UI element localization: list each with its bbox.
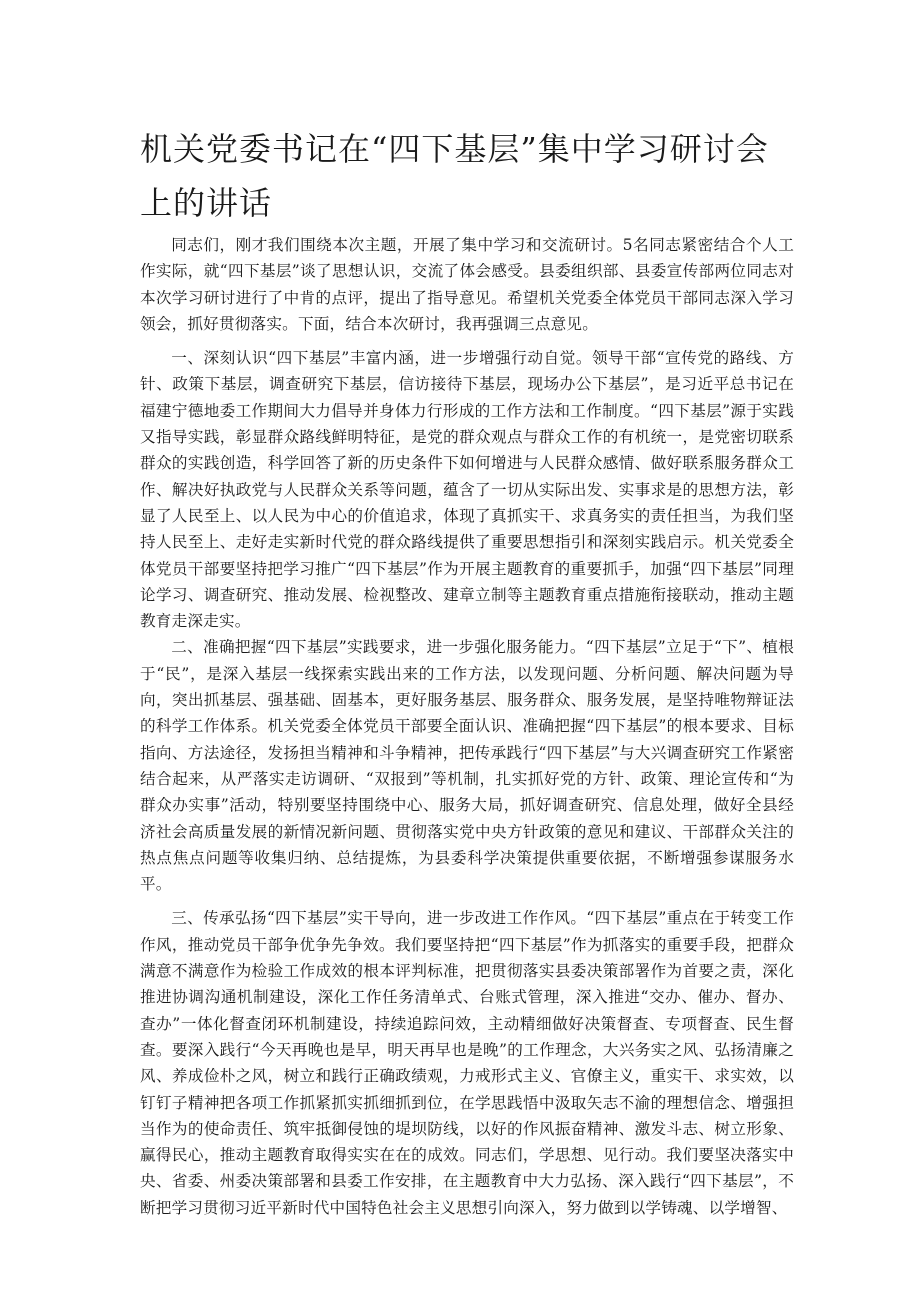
paragraph-point-two: 二、准确把握“四下基层”实践要求，进一步强化服务能力。“四下基层”立足于“下”、植根于“民”，是深入基层一线探索实践出来的工作方法，以发现问题、分析问题、解决问题为导向，突出抓基层、强基础、固基本，更好服务基层、服务群众、服务发展，是坚持唯物辩证法的科学工作体系。机关党委全体党员干部要全面认识、准确把握“四下基层”的根本要求、目标指向、方法途径，发扬担当精神和斗争精神，把传承践行“四下基层”与大兴调查研究工作紧密结合起来，从严落实走访调研、“双报到”等机制，扎实抓好党的方针、政策、理论宣传和“为群众办实事”活动，特别要坚持围绕中心、服务大局，抓好调查研究、信息处理，做好全县经济社会高质量发展的新情况新问题、贯彻落实党中央方针政策的意见和建议、干部群众关注的热点焦点问题等收集归纳、总结提炼，为县委科学决策提供重要依据，不断增强参谋服务水平。 [140, 638, 794, 894]
paragraph-point-three: 三、传承弘扬“四下基层”实干导向，进一步改进工作作风。“四下基层”重点在于转变工作作风，推动党员干部争优争先争效。我们要坚持把“四下基层”作为抓落实的重要手段，把群众满意不满意作为检验工作成效的根本评判标准，把贯彻落实县委决策部署作为首要之责，深化推进协调沟通机制建设，深化工作任务清单式、台账式管理，深入推进“交办、催办、督办、查办”一体化督查闭环机制建设，持续追踪问效，主动精细做好决策督查、专项督查、民生督查。要深入践行“今天再晚也是早，明天再早也是晚”的工作理念，大兴务实之风、弘扬清廉之风、养成俭朴之风，树立和践行正确政绩观，力戒形式主义、官僚主义，重实干、求实效，以钉钉子精神把各项工作抓紧抓实抓细抓到位，在学思践悟中汲取矢志不渝的理想信念、增强担当作为的使命责任、筑牢抵御侵蚀的堤坝防线，以好的作风振奋精神、激发斗志、树立形象、赢得民心，推动主题教育取得实实在在的成效。同志们，学思想、见行动。我们要坚决落实中央、省委、州委决策部署和县委工作安排，在主题教育中大力弘扬、深入践行“四下基层”，不断把学习贯彻习近平新时代中国特色社会主义思想引向深入，努力做到以学铸魂、以学增智、 [140, 909, 794, 1217]
paragraph-point-one: 一、深刻认识“四下基层”丰富内涵，进一步增强行动自觉。领导干部“宣传党的路线、方针、政策下基层，调查研究下基层，信访接待下基层，现场办公下基层”，是习近平总书记在福建宁德地委工作期间大力倡导并身体力行形成的工作方法和工作制度。“四下基层”源于实践又指导实践，彰显群众路线鲜明特征，是党的群众观点与群众工作的有机统一，是党密切联系群众的实践创造，科学回答了新的历史条件下如何增进与人民群众感情、做好联系服务群众工作、解决好执政党与人民群众关系等问题，蕴含了一切从实际出发、实事求是的思想方法，彰显了人民至上、以人民为中心的价值追求，体现了真抓实干、求真务实的责任担当，为我们坚持人民至上、走好走实新时代党的群众路线提供了重要思想指引和深刻实践启示。机关党委全体党员干部要坚持把学习推广“四下基层”作为开展主题教育的重要抓手，加强“四下基层”同理论学习、调查研究、推动发展、检视整改、建章立制等主题教育重点措施衔接联动，推动主题教育走深走实。 [140, 349, 794, 631]
paragraph-intro: 同志们，刚才我们围绕本次主题，开展了集中学习和交流研讨。5名同志紧密结合个人工作实际，就“四下基层”谈了思想认识，交流了体会感受。县委组织部、县委宣传部两位同志对本次学习研讨进行了中肯的点评，提出了指导意见。希望机关党委全体党员干部同志深入学习领会，抓好贯彻落实。下面，结合本次研讨，我再强调三点意见。 [140, 236, 794, 333]
document-body [140, 232, 794, 1221]
document-title: 机关党委书记在“四下基层”集中学习研讨会上的讲话 [140, 130, 769, 222]
